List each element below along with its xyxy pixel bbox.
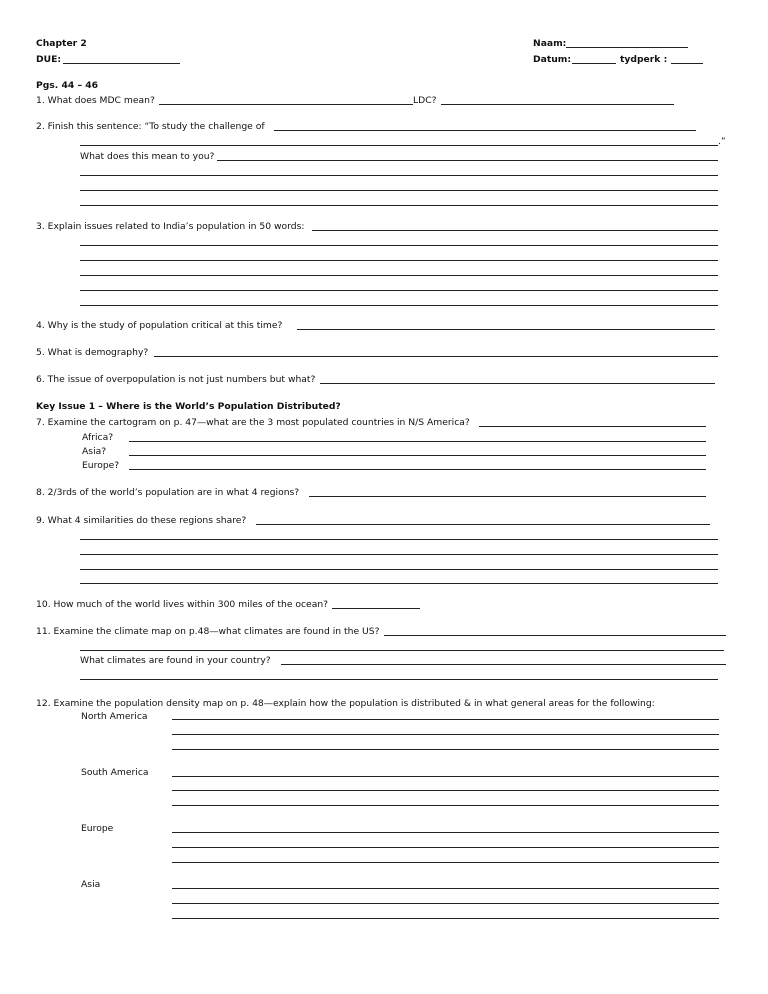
date-label: Datum: <box>533 54 572 65</box>
q12-north-america-line[interactable] <box>172 749 719 750</box>
q2-meaning-line[interactable] <box>80 190 718 191</box>
q2-meaning-line[interactable] <box>217 160 718 161</box>
q7-asia-line[interactable] <box>129 455 706 456</box>
q9-answer-line[interactable] <box>256 524 710 525</box>
period-label: tydperk : <box>620 54 668 65</box>
q12-europe-line[interactable] <box>172 847 719 848</box>
period-field[interactable] <box>671 63 703 64</box>
q12-region-label: Asia <box>81 879 101 890</box>
q12-asia-line[interactable] <box>172 888 719 889</box>
chapter-title: Chapter 2 <box>36 38 87 49</box>
q7-africa-line[interactable] <box>129 441 706 442</box>
q12-europe-line[interactable] <box>172 862 719 863</box>
q7-europe-line[interactable] <box>129 469 706 470</box>
q12-region-label: North America <box>81 711 148 722</box>
q3-answer-line[interactable] <box>312 230 718 231</box>
q12-region-label: Europe <box>81 823 114 834</box>
q7-americas-line[interactable] <box>479 426 706 427</box>
name-label: Naam: <box>533 38 567 49</box>
question-7-text: 7. Examine the cartogram on p. 47—what are the 3 most populated countries in N/S America? <box>36 417 470 428</box>
question-2-text: 2. Finish this sentence: “To study the challenge of <box>36 121 265 132</box>
due-field[interactable] <box>63 63 180 64</box>
q6-answer-line[interactable] <box>320 383 715 384</box>
q9-answer-line[interactable] <box>80 539 718 540</box>
question-5-text: 5. What is demography? <box>36 347 149 358</box>
q7-region-label: Asia? <box>82 446 107 457</box>
q12-south-america-line[interactable] <box>172 790 719 791</box>
q9-answer-line[interactable] <box>80 554 718 555</box>
q11-country-line[interactable] <box>281 664 726 665</box>
q12-north-america-line[interactable] <box>172 719 719 720</box>
date-field[interactable] <box>572 63 616 64</box>
q11-sub-question: What climates are found in your country? <box>80 655 271 666</box>
q12-region-label: South America <box>81 767 149 778</box>
question-4-text: 4. Why is the study of population critical at this time? <box>36 320 283 331</box>
q7-region-label: Europe? <box>82 460 120 471</box>
q2-sub-question: What does this mean to you? <box>80 151 215 162</box>
q3-answer-line[interactable] <box>80 305 718 306</box>
q2-meaning-line[interactable] <box>80 175 718 176</box>
q11-us-line[interactable] <box>384 635 726 636</box>
q3-answer-line[interactable] <box>80 290 718 291</box>
q12-south-america-line[interactable] <box>172 805 719 806</box>
question-11-text: 11. Examine the climate map on p.48—what climates are found in the US? <box>36 626 380 637</box>
ldc-answer-field[interactable] <box>441 104 674 105</box>
question-8-text: 8. 2/3rds of the world’s population are in what 4 regions? <box>36 487 300 498</box>
q2-answer-line[interactable] <box>274 130 696 131</box>
pages-range: Pgs. 44 – 46 <box>36 80 99 91</box>
q5-answer-line[interactable] <box>154 356 718 357</box>
q3-answer-line[interactable] <box>80 275 718 276</box>
q3-answer-line[interactable] <box>80 245 718 246</box>
q11-country-line[interactable] <box>80 679 718 680</box>
q4-answer-line[interactable] <box>297 329 715 330</box>
question-10-text: 10. How much of the world lives within 300 miles of the ocean? <box>36 599 329 610</box>
question-1-text: 1. What does MDC mean? <box>36 95 155 106</box>
question-6-text: 6. The issue of overpopulation is not just numbers but what? <box>36 374 316 385</box>
q12-asia-line[interactable] <box>172 918 719 919</box>
q11-us-line[interactable] <box>80 650 724 651</box>
ldc-label: LDC? <box>413 95 437 106</box>
question-12-text: 12. Examine the population density map on p. 48—explain how the population is distributed & in what general areas for the following: <box>36 698 655 709</box>
mdc-answer-field[interactable] <box>159 104 413 105</box>
q7-region-label: Africa? <box>82 432 114 443</box>
q12-south-america-line[interactable] <box>172 776 719 777</box>
q8-answer-line[interactable] <box>309 496 706 497</box>
key-issue-heading: Key Issue 1 – Where is the World’s Population Distributed? <box>36 401 341 412</box>
closing-quote: .” <box>718 136 726 147</box>
q9-answer-line[interactable] <box>80 583 718 584</box>
question-3-text: 3. Explain issues related to India’s population in 50 words: <box>36 221 305 232</box>
q12-asia-line[interactable] <box>172 903 719 904</box>
q2-answer-line[interactable] <box>80 145 718 146</box>
q9-answer-line[interactable] <box>80 569 718 570</box>
q3-answer-line[interactable] <box>80 260 718 261</box>
name-field[interactable] <box>566 47 688 48</box>
q12-europe-line[interactable] <box>172 832 719 833</box>
q12-north-america-line[interactable] <box>172 734 719 735</box>
q10-answer-field[interactable] <box>332 608 420 609</box>
q2-meaning-line[interactable] <box>80 205 718 206</box>
due-label: DUE: <box>36 54 62 65</box>
question-9-text: 9. What 4 similarities do these regions share? <box>36 515 247 526</box>
